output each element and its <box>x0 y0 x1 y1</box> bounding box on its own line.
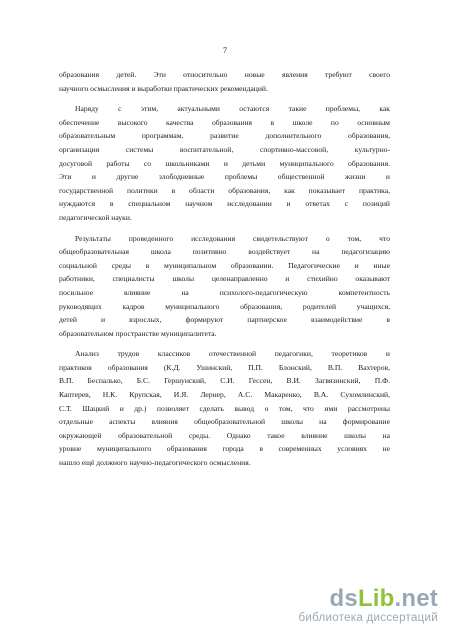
text-line: уровне муниципального образования города в современных условиях не <box>59 444 390 454</box>
text-line: нуждаются в специальном научном исследовании и ответах с позиций <box>59 199 390 209</box>
text-line: окружающей образовательной среды. Однако такое влияние школы на <box>59 430 390 440</box>
text-line: Анализ трудов классиков отечественной педагогики, теоретиков и <box>75 349 390 359</box>
text-line: Наряду с этим, актуальными остаются такие проблемы, как <box>75 104 390 114</box>
text-line: работники, специалисты школы целенаправленно и стихийно оказывают <box>59 274 390 284</box>
text-line: социальной среды в муниципальном образовании. Педагогические и иные <box>59 260 390 270</box>
paragraph-1 <box>59 68 390 95</box>
watermark-logo-ds: ds <box>329 585 358 612</box>
dslib-watermark <box>248 586 438 625</box>
paragraph-3 <box>59 232 390 341</box>
text-line: С.Т. Шацкий и др.) позволяет сделать вывод о том, что ими рассмотрены <box>59 403 390 413</box>
text-line: Эти и другие злободневные проблемы общественной жизни и <box>59 172 390 182</box>
watermark-logo-lib: Lib <box>357 585 395 612</box>
text-line: образовательным программам, развитие дополнительного образования, <box>59 131 390 141</box>
watermark-subtitle: библиотека диссертаций <box>298 612 438 624</box>
text-line: образования детей. Эти относительно новые явления требуют своего <box>59 70 390 79</box>
text-line: общеобразовательная школа позитивно воздействует на педагогизацию <box>59 247 390 257</box>
page-number: 7 <box>222 45 228 55</box>
body-text <box>59 68 390 470</box>
text-line: Результаты проведенного исследования свидетельствуют о том, что <box>75 233 390 243</box>
text-line: отдельные аспекты влияния общеобразовательной школы на формирование <box>59 417 390 427</box>
text-line: организация системы воспитательной, спортивно-массовой, культурно- <box>59 144 390 154</box>
watermark-logo-net: .net <box>394 585 438 612</box>
text-line: руководящих кадров муниципального образования, родителей учащихся, <box>59 301 390 311</box>
text-line: В.П. Беспалько, Б.С. Гершунский, С.И. Гессен, В.И. Загвязинский, П.Ф. <box>59 376 390 386</box>
text-line: научного осмысления и выработки практических рекомендаций. <box>59 83 268 93</box>
paragraph-2 <box>59 102 390 224</box>
text-line: образовательном пространстве муниципалитета. <box>59 328 217 338</box>
text-line: Каптерев, Н.К. Крупская, И.Я. Лернер, А.С. Макаренко, В.А. Сухомлинский, <box>59 390 390 400</box>
text-line: обеспечение высокого качества образования в школе по основным <box>59 117 390 127</box>
watermark-logo <box>248 586 438 612</box>
paragraph-4 <box>59 347 390 469</box>
text-line: нашло ещё должного научно-педагогического осмысления. <box>59 458 251 468</box>
text-line: педагогической науки. <box>59 212 132 222</box>
text-line: посильное влияние на психолого-педагогическую компетентность <box>59 287 390 297</box>
text-line: детей и взрослых, формируют партнерское взаимодействие в <box>59 315 390 325</box>
text-line: досуговой работы со школьниками и детьми муниципального образования. <box>59 158 390 168</box>
text-line: практиков образования (К.Д. Ушинский, П.П. Блонский, В.П. Вахтеров, <box>59 362 390 372</box>
text-line: государственной политики в области образования, как показывает практика, <box>59 185 390 195</box>
